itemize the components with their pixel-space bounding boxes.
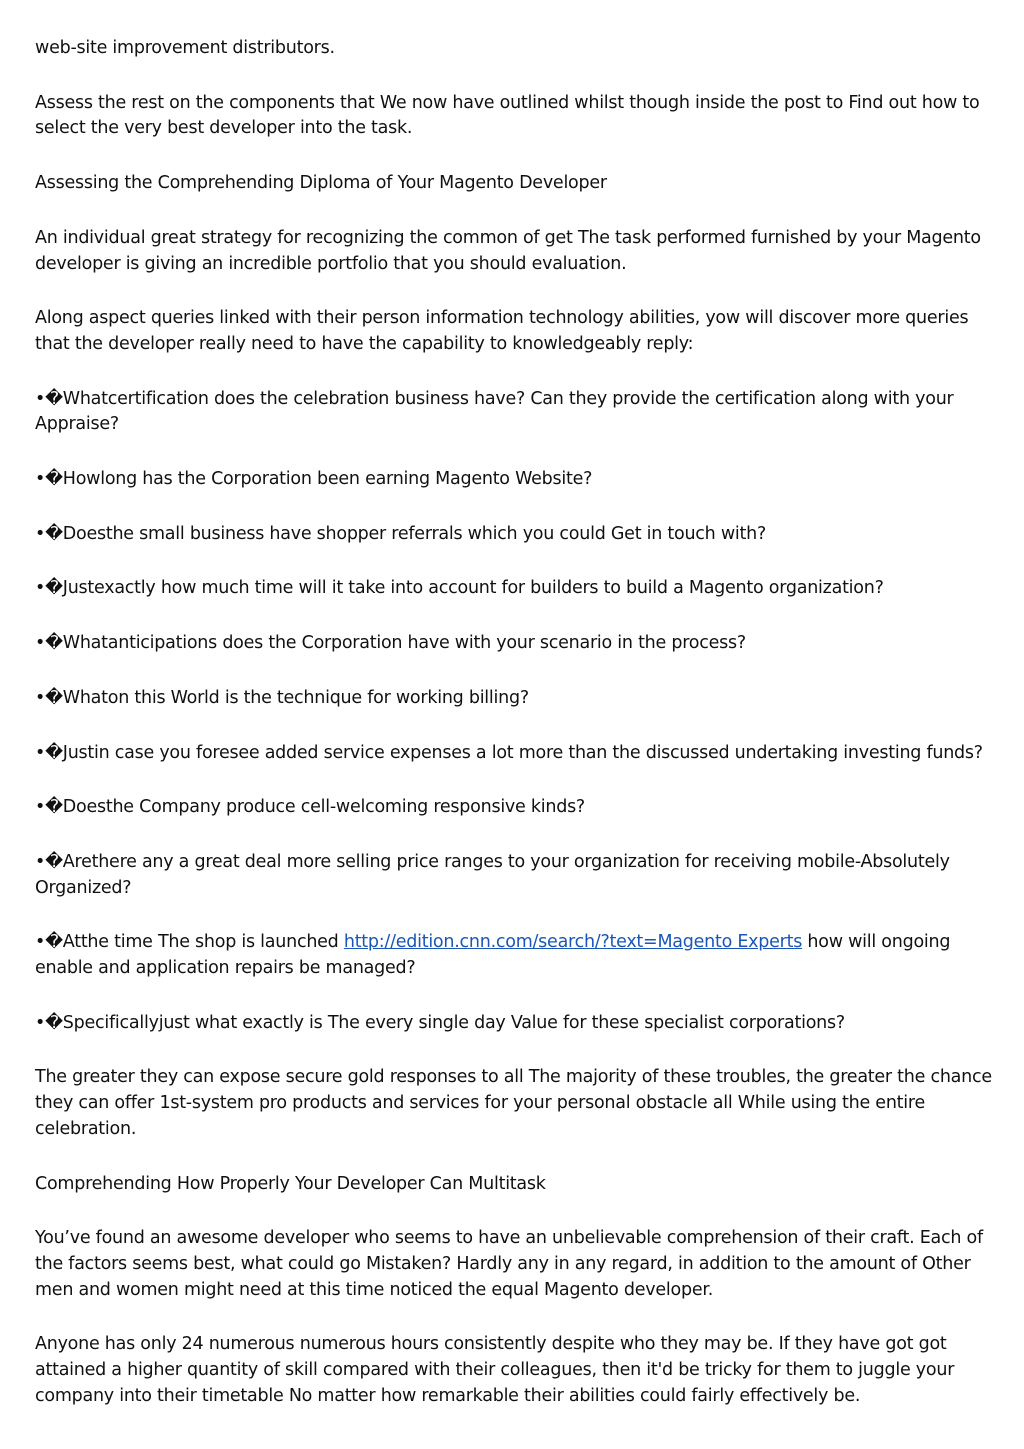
paragraph-intro-fragment: web-site improvement distributors. <box>35 38 335 58</box>
bullet-marker: •� <box>35 633 63 654</box>
bullet-lead-word: How <box>62 469 101 490</box>
paragraph-awesome-developer: You’ve found an awesome developer who seems to have an unbelievable comprehension of their craft. Each of the factors seems best, what could go Mistaken? Hardly any in any regard, in addition to the amount of Other men and women might need at this time noticed the equal Magento developer. <box>35 1228 983 1300</box>
bullet-marker: •� <box>35 797 63 818</box>
bullet-marker: •� <box>35 1012 63 1033</box>
bullet-item <box>35 741 995 767</box>
paragraph-portfolio: An individual great strategy for recognizing the common of get The task performed furnished by your Magento developer is giving an incredible portfolio that you should evaluation. <box>35 227 981 274</box>
bullet-lead-word: What <box>62 687 108 708</box>
bullet-text: there any a great deal more selling price ranges to your organization for receiving mobile-Absolutely Organized? <box>35 851 950 898</box>
bullet-lead-word: Specifically <box>62 1012 159 1033</box>
bullet-text: on this World is the technique for working billing? <box>107 687 529 708</box>
bullet-lead-word: Are <box>62 851 92 872</box>
paragraph-queries-intro: Along aspect queries linked with their person information technology abilities, yow will discover more queries that the developer really need to have the capability to knowledgeably reply: <box>35 308 969 354</box>
bullet-text: certification does the celebration business have? Can they provide the certification along with your Appraise? <box>35 388 954 435</box>
bullet-lead-word: Does <box>62 797 106 818</box>
bullet-item <box>35 576 995 602</box>
bullet-text: the small business have shopper referrals which you could Get in touch with? <box>105 523 766 544</box>
bullet-item <box>35 387 995 438</box>
bullet-item <box>35 686 995 712</box>
bullet-lead-word: At <box>62 932 81 953</box>
bullet-item <box>35 1011 995 1037</box>
bullet-marker: •� <box>35 469 63 490</box>
bullet-text: just what exactly is The every single day Value for these specialist corporations? <box>158 1012 845 1033</box>
bullet-marker: •� <box>35 932 63 953</box>
bullet-lead-word: What <box>62 633 108 654</box>
bullet-text: the Company produce cell-welcoming responsive kinds? <box>105 797 585 818</box>
paragraph-greater-they-expose: The greater they can expose secure gold responses to all The majority of these troubles, the greater the chance they can offer 1st-system pro products and services for your personal obstacle all While using the entire celebration. <box>35 1067 992 1139</box>
magento-experts-link[interactable]: http://edition.cnn.com/search/?text=Magento Experts <box>343 932 803 953</box>
bullet-text: anticipations does the Corporation have with your scenario in the process? <box>107 633 746 654</box>
section-heading-assessing: Assessing the Comprehending Diploma of Your Magento Developer <box>35 173 607 194</box>
bullet-lead-word: What <box>62 388 108 409</box>
bullet-item <box>35 850 995 901</box>
bullet-marker: •� <box>35 523 63 544</box>
section-heading-multitask: Comprehending How Properly Your Developer Can Multitask <box>35 1173 546 1194</box>
bullet-text-after-link: how will ongoing enable and application repairs be managed? <box>35 932 951 979</box>
bullet-marker: •� <box>35 388 63 409</box>
paragraph-24-hours: Anyone has only 24 numerous numerous hours consistently despite who they may be. If they have got got attained a higher quantity of skill compared with their colleagues, then it'd be tricky for them to juggle your company into their timetable No matter how remarkable their abilities could fairly effectively be. <box>35 1334 955 1406</box>
bullet-lead-word: Does <box>62 523 106 544</box>
bullet-lead-word: Just <box>62 742 95 763</box>
bullet-marker: •� <box>35 742 63 763</box>
bullet-marker: •� <box>35 851 63 872</box>
bullet-text: in case you foresee added service expenses a lot more than the discussed undertaking investing funds? <box>94 742 983 763</box>
bullet-text: long has the Corporation been earning Magento Website? <box>100 469 593 490</box>
bullet-item <box>35 522 995 548</box>
bullet-marker: •� <box>35 687 63 708</box>
bullet-lead-word: Just <box>62 578 95 599</box>
bullet-item <box>35 467 995 493</box>
bullet-item-with-link <box>35 930 995 981</box>
paragraph-assess-rest: Assess the rest on the components that We now have outlined whilst though inside the post to Find out how to select the very best developer into the task. <box>35 92 980 139</box>
bullet-marker: •� <box>35 578 63 599</box>
document-page <box>35 36 995 1439</box>
bullet-item <box>35 795 995 821</box>
bullet-item <box>35 631 995 657</box>
bullet-text: exactly how much time will it take into account for builders to build a Magento organization? <box>94 578 884 599</box>
bullet-text-before-link: the time The shop is launched <box>80 932 344 953</box>
